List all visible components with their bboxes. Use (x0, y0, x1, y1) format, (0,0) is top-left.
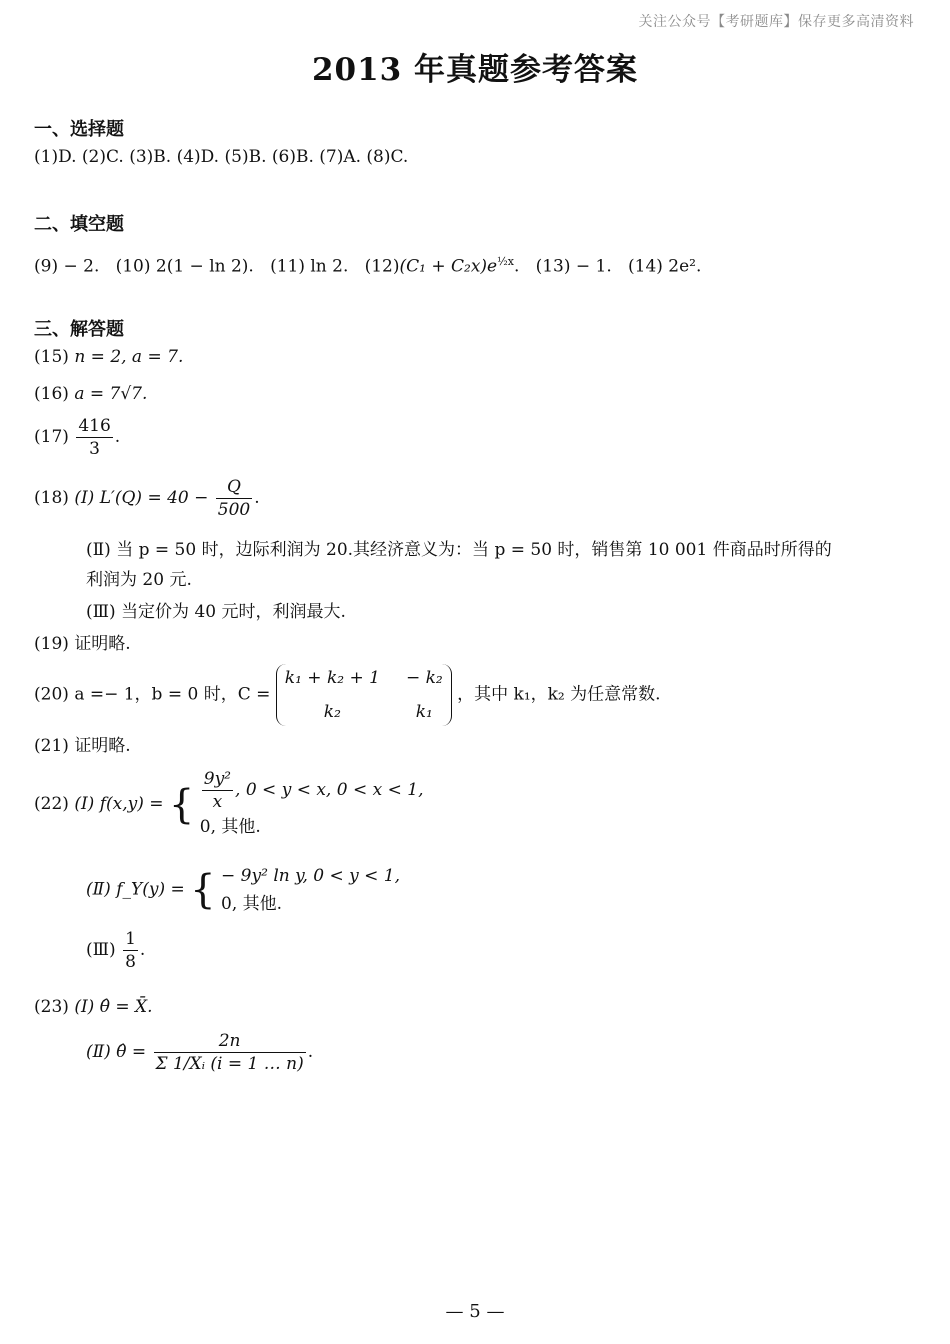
fill-q14: (14) 2e². (628, 256, 702, 277)
q23-part2-line: (Ⅱ) θ̂ = $\frac{2n}{\text{Σ 1/Xᵢ (i = 1 … n)}}$ . (86, 1031, 314, 1074)
q22-label: (22) (34, 794, 69, 814)
q22-part2-row1: − 9y² ln y, 0 < y < 1, (221, 866, 401, 886)
q22-part1-denominator: x (212, 792, 223, 812)
q20-suffix: ，其中 k₁，k₂ 为任意常数. (457, 684, 661, 705)
page-number: — 5 — (445, 1301, 505, 1322)
q21-answer: 证明略. (74, 736, 131, 756)
fill-q13: (13) − 1. (535, 256, 612, 277)
section-choice-heading: 一、选择题 (34, 119, 124, 140)
q16-line (34, 382, 147, 406)
fill-q12-exponent: ½x (497, 255, 514, 268)
q22-part3-fraction (123, 928, 138, 973)
fill-q12-label: (12) (364, 256, 400, 277)
q22-part2-cases (221, 862, 400, 918)
q18-numerator: Q (216, 476, 252, 499)
q15-line (34, 345, 183, 369)
q18-part3: (Ⅲ) 当定价为 40 元时，利润最大. (86, 602, 346, 622)
q22-part2-row2: 0, 其他. (221, 894, 283, 914)
q23-part1: (Ⅰ) θ̂ = X̄. (74, 997, 153, 1017)
q20-label: (20) (34, 684, 69, 705)
section-answer-heading: 三、解答题 (34, 319, 124, 340)
q22-part1-numerator: 9y² (203, 769, 232, 789)
q18-part1-line: (18) (Ⅰ) L′(Q) = 40 − $\frac{Q}{500}$ . (34, 477, 260, 520)
q22-part3-line: (Ⅲ) $\frac{1}{8}$ . (86, 929, 146, 972)
page-title: 2013 年真题参考答案 (311, 52, 639, 88)
q18-fraction (216, 476, 252, 521)
q22-part1-condition: , 0 < y < x, 0 < x < 1, (235, 780, 424, 800)
q18-part2-line2: 利润为 20 元. (86, 570, 192, 590)
q23-part2-numerator: 2n (154, 1030, 306, 1053)
q16-label: (16) (34, 384, 69, 404)
q18-part1-prefix: (Ⅰ) L′(Q) = 40 − (74, 488, 209, 508)
q22-part1-row1 (200, 768, 424, 813)
q20-matrix-cell: k₁ (415, 702, 433, 722)
q21-line (34, 734, 131, 758)
q20-matrix-cell: k₁ + k₂ + 1 (284, 668, 380, 688)
q22-part2-prefix: (Ⅱ) f_Y(y) = (86, 879, 185, 900)
q18-label: (18) (34, 488, 69, 508)
q19-line (34, 632, 131, 656)
q22-part3-prefix: (Ⅲ) (86, 940, 116, 960)
fill-answers: (9) − 2. (10) 2(1 − ln 2). (11) ln 2. $(12)(C_1 + C_2x)e^{\frac{1}{2}x}$. (13) − 1. (14) 2e². (34, 255, 702, 277)
q22-part2-line (86, 862, 400, 918)
q20-line (34, 664, 661, 726)
q19-answer: 证明略. (74, 634, 131, 654)
watermark: 关注公众号【考研题库】保存更多高清资料 (638, 14, 914, 30)
fill-q11: (11) ln 2. (270, 256, 349, 277)
q22-part1-cases (200, 768, 424, 841)
q20-prefix: a =− 1，b = 0 时，C = (74, 684, 271, 705)
q20-matrix-cell: − k₂ (405, 668, 443, 688)
left-brace-icon: { (168, 781, 195, 828)
q23-part2-fraction (154, 1030, 306, 1075)
q18-denominator: 500 (217, 500, 251, 520)
choice-answers: (1)D. (2)C. (3)B. (4)D. (5)B. (6)B. (7)A. (8)C. (34, 147, 409, 167)
q15-label: (15) (34, 347, 69, 367)
q23-part1-line (34, 995, 153, 1019)
q23-part2-prefix: (Ⅱ) θ̂ = (86, 1042, 147, 1062)
q20-matrix (276, 664, 452, 726)
q22-part3-denominator: 8 (125, 952, 136, 972)
fill-q10: (10) 2(1 − ln 2). (115, 256, 254, 277)
q22-part3-numerator: 1 (125, 929, 136, 949)
q17-denominator: 3 (89, 439, 100, 459)
q22-part1-fraction (202, 768, 233, 813)
section-fill-heading: 二、填空题 (34, 214, 124, 235)
q22-part1-line (34, 768, 423, 841)
q22-part1-row2: 0, 其他. (199, 817, 261, 837)
q17-fraction (76, 415, 112, 460)
q16-answer: a = 7√7. (74, 384, 148, 404)
q17-line: (17) $\frac{416}{3}$ . (34, 416, 121, 459)
q20-matrix-cell: k₂ (323, 702, 341, 722)
q17-label: (17) (34, 427, 69, 447)
fill-q9: (9) − 2. (34, 256, 100, 277)
q21-label: (21) (34, 736, 69, 756)
q23-part2-denominator: Σ 1/Xᵢ (i = 1 … n) (155, 1054, 304, 1074)
q18-part2-line1: (Ⅱ) 当 p = 50 时，边际利润为 20.其经济意义为：当 p = 50 时，销售第 10 001 件商品时所得的 (86, 540, 832, 560)
q15-answer: n = 2, a = 7. (74, 347, 184, 367)
q19-label: (19) (34, 634, 69, 654)
q23-label: (23) (34, 997, 69, 1017)
q22-part1-prefix: (Ⅰ) f(x,y) = (74, 794, 164, 814)
left-brace-icon: { (190, 867, 216, 913)
fill-q12-body: (C₁ + C₂x)e (399, 256, 498, 277)
q17-numerator: 416 (78, 416, 111, 436)
